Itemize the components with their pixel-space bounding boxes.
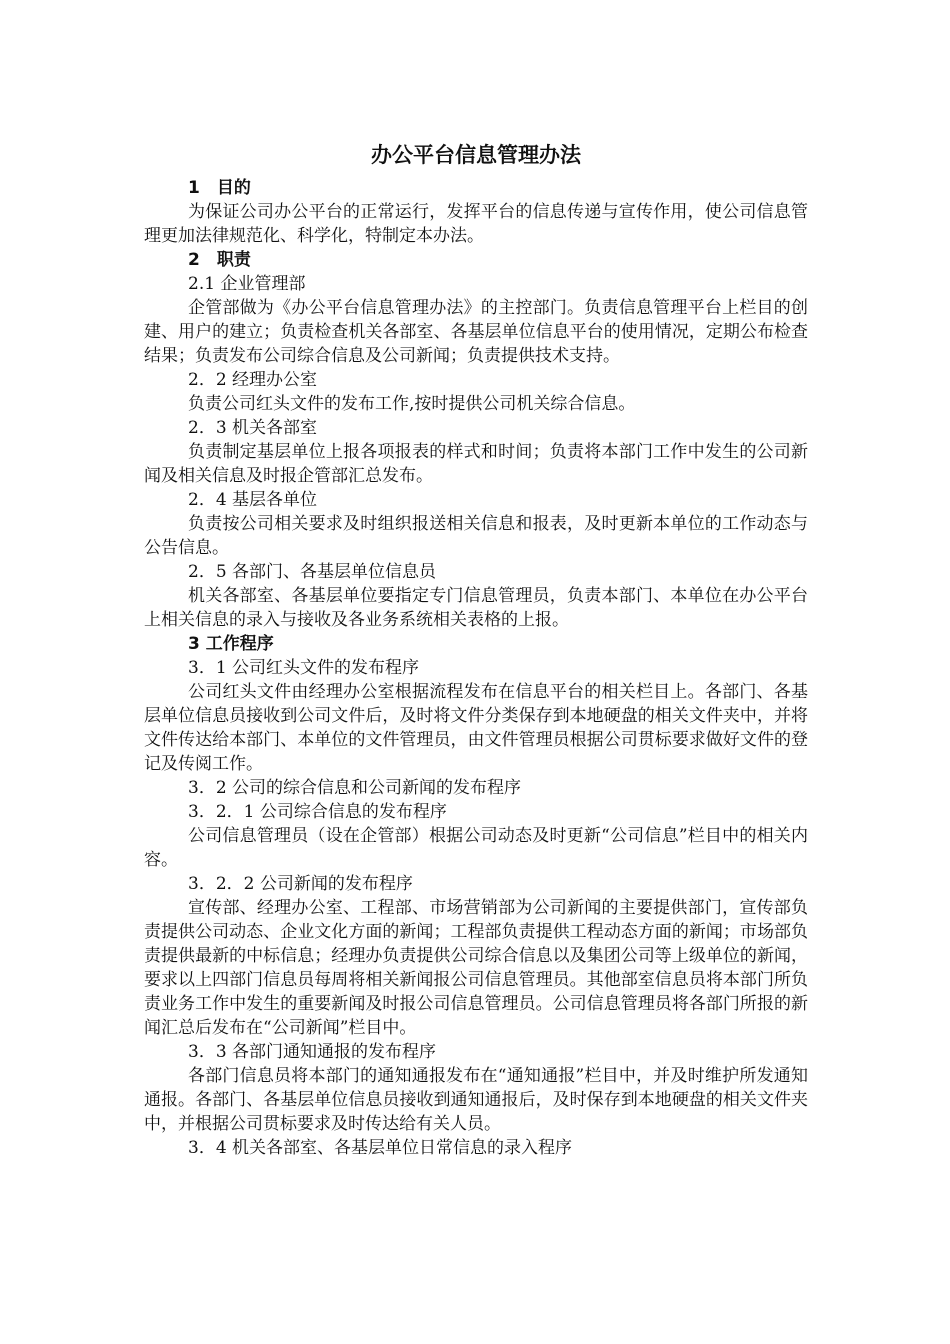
paragraph-company-news: 宣传部、经理办公室、工程部、市场营销部为公司新闻的主要提供部门，宣传部负责提供公司动态、企业文化方面的新闻；工程部负责提供工程动态方面的新闻；市场部负责提供最新的中标信息；经理办负责提供公司综合信息以及集团公司等上级单位的新闻，要求以上四部门信息员每周将相关新闻报公司信息管理员。其他部室信息员将本部门所负责业务工作中发生的重要新闻及时报公司信息管理员。公司信息管理员将各部门所报的新闻汇总后发布在“公司新闻”栏目中。 xyxy=(144,898,808,1038)
subheading-grassroots-units: 2．4 基层各单位 xyxy=(188,490,318,510)
paragraph-notices: 各部门信息员将本部门的通知通报发布在“通知通报”栏目中，并及时维护所发通知通报。各部门、各基层单位信息员接收到通知通报后，及时保存到本地硬盘的相关文件夹中，并根据公司贯标要求及时传达给有关人员。 xyxy=(144,1066,808,1134)
section-heading-procedures: 3 工作程序 xyxy=(188,634,274,654)
document-page xyxy=(144,140,808,1160)
subheading-daily-info-entry: 3．4 机关各部室、各基层单位日常信息的录入程序 xyxy=(188,1138,573,1158)
section-heading-purpose: 1 目的 xyxy=(188,178,251,198)
subheading-info-officers: 2．5 各部门、各基层单位信息员 xyxy=(188,562,437,582)
subheading-red-header-docs: 3．1 公司红头文件的发布程序 xyxy=(188,658,420,678)
document-title: 办公平台信息管理办法 xyxy=(371,143,581,167)
paragraph-company-info: 公司信息管理员（设在企管部）根据公司动态及时更新“公司信息”栏目中的相关内容。 xyxy=(144,826,808,870)
subheading-manager-office: 2．2 经理办公室 xyxy=(188,370,318,390)
paragraph-grassroots-units: 负责按公司相关要求及时组织报送相关信息和报表，及时更新本单位的工作动态与公告信息。 xyxy=(144,514,808,558)
paragraph-purpose: 为保证公司办公平台的正常运行，发挥平台的信息传递与宣传作用，使公司信息管理更加法律规范化、科学化，特制定本办法。 xyxy=(144,202,808,246)
section-heading-duties: 2 职责 xyxy=(188,250,251,270)
subheading-company-info: 3．2．1 公司综合信息的发布程序 xyxy=(188,802,447,822)
subheading-info-and-news: 3．2 公司的综合信息和公司新闻的发布程序 xyxy=(188,778,522,798)
subheading-departments: 2．3 机关各部室 xyxy=(188,418,318,438)
paragraph-info-officers: 机关各部室、各基层单位要指定专门信息管理员，负责本部门、本单位在办公平台上相关信息的录入与接收及各业务系统相关表格的上报。 xyxy=(144,586,808,630)
subheading-enterprise-management: 2.1 企业管理部 xyxy=(188,274,306,294)
subheading-notices: 3．3 各部门通知通报的发布程序 xyxy=(188,1042,437,1062)
subheading-company-news: 3．2．2 公司新闻的发布程序 xyxy=(188,874,413,894)
paragraph-enterprise-management: 企管部做为《办公平台信息管理办法》的主控部门。负责信息管理平台上栏目的创建、用户的建立；负责检查机关各部室、各基层单位信息平台的使用情况，定期公布检查结果；负责发布公司综合信息及公司新闻；负责提供技术支持。 xyxy=(144,298,808,366)
paragraph-manager-office: 负责公司红头文件的发布工作,按时提供公司机关综合信息。 xyxy=(188,394,636,414)
paragraph-departments: 负责制定基层单位上报各项报表的样式和时间；负责将本部门工作中发生的公司新闻及相关信息及时报企管部汇总发布。 xyxy=(144,442,808,486)
paragraph-red-header-docs: 公司红头文件由经理办公室根据流程发布在信息平台的相关栏目上。各部门、各基层单位信息员接收到公司文件后，及时将文件分类保存到本地硬盘的相关文件夹中，并将文件传达给本部门、本单位的文件管理员，由文件管理员根据公司贯标要求做好文件的登记及传阅工作。 xyxy=(144,682,808,774)
